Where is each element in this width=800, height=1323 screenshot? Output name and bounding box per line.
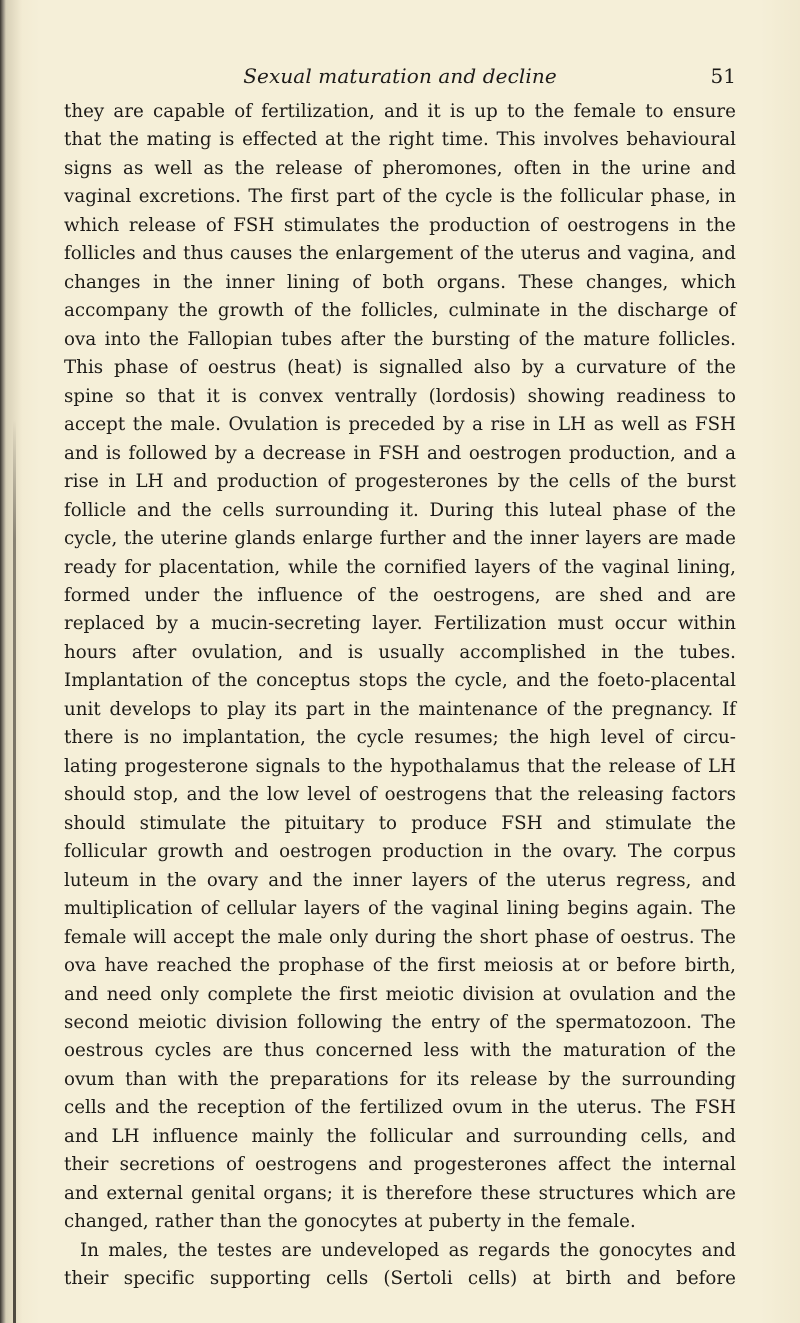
text-line: luteum in the ovary and the inner layers of the uterus regress, and (64, 869, 736, 891)
text-line: there is no implantation, the cycle resumes; the high level of circu- (64, 727, 736, 749)
text-line: cycle, the uterine glands enlarge further and the inner layers are made (64, 528, 736, 550)
text-line: accept the male. Ovulation is preceded by a rise in LH as well as FSH (64, 414, 736, 436)
text-line: vaginal excretions. The first part of the cycle is the follicular phase, in (64, 186, 736, 208)
book-binding-shadow (0, 0, 22, 1323)
text-line: rise in LH and production of progesterones by the cells of the burst (64, 471, 736, 493)
text-line: follicular growth and oestrogen production in the ovary. The corpus (64, 841, 736, 863)
page-number: 51 (710, 64, 736, 88)
text-line: should stop, and the low level of oestrogens that the releasing factors (64, 784, 736, 806)
text-line: and need only complete the first meiotic division at ovulation and the (64, 983, 736, 1005)
text-line: replaced by a mucin-secreting layer. Fertilization must occur within (64, 613, 736, 635)
text-line: follicle and the cells surrounding it. During this luteal phase of the (64, 499, 736, 521)
text-line: and LH influence mainly the follicular and surrounding cells, and (64, 1125, 736, 1147)
page-header (64, 60, 736, 92)
text-line: ovum than with the preparations for its release by the surrounding (64, 1068, 736, 1090)
text-line: cells and the reception of the fertilized ovum in the uterus. The FSH (64, 1097, 736, 1119)
text-line: female will accept the male only during the short phase of oestrus. The (64, 926, 736, 948)
text-line: hours after ovulation, and is usually accomplished in the tubes. (64, 641, 736, 663)
body-text (64, 98, 736, 1294)
text-line: oestrous cycles are thus concerned less with the maturation of the (64, 1040, 736, 1062)
text-line: and external genital organs; it is therefore these structures which are (64, 1182, 736, 1204)
text-line: signs as well as the release of pheromones, often in the urine and (64, 157, 736, 179)
text-line: second meiotic division following the entry of the spermatozoon. The (64, 1012, 736, 1033)
text-line: accompany the growth of the follicles, culminate in the discharge of (64, 300, 736, 322)
text-line: ova into the Fallopian tubes after the bursting of the mature follicles. (64, 328, 736, 350)
text-line: lating progesterone signals to the hypothalamus that the release of LH (64, 755, 736, 777)
text-line: follicles and thus causes the enlargement of the uterus and vagina, and (64, 243, 736, 265)
text-line: formed under the influence of the oestrogens, are shed and are (64, 584, 736, 606)
text-line: changes in the inner lining of both organs. These changes, which (64, 271, 736, 293)
text-line: ova have reached the prophase of the first meiosis at or before birth, (64, 955, 736, 977)
text-line: which release of FSH stimulates the production of oestrogens in the (64, 214, 736, 236)
text-line: multiplication of cellular layers of the vaginal lining begins again. The (64, 898, 736, 920)
running-head: Sexual maturation and decline (243, 64, 557, 88)
text-line: Implantation of the conceptus stops the cycle, and the foeto-placental (64, 670, 736, 692)
text-line: their specific supporting cells (Sertoli cells) at birth and before (64, 1268, 736, 1290)
text-line: that the mating is effected at the right time. This involves behavioural (64, 129, 736, 151)
book-gutter-edge (13, 420, 16, 1323)
text-line: their secretions of oestrogens and progesterones affect the internal (64, 1154, 736, 1176)
text-line: changed, rather than the gonocytes at puberty in the female. (64, 1211, 636, 1233)
text-line: ready for placentation, while the cornified layers of the vaginal lining, (64, 556, 736, 578)
text-line: This phase of oestrus (heat) is signalled also by a curvature of the (64, 357, 736, 379)
text-line: they are capable of fertilization, and it is up to the female to ensure (64, 101, 736, 122)
text-line: should stimulate the pituitary to produce FSH and stimulate the (64, 812, 736, 834)
text-line: In males, the testes are undeveloped as regards the gonocytes and (80, 1239, 736, 1261)
text-line: unit develops to play its part in the maintenance of the pregnancy. If (64, 698, 736, 720)
text-line: spine so that it is convex ventrally (lordosis) showing readiness to (64, 385, 736, 407)
text-line: and is followed by a decrease in FSH and oestrogen production, and a (64, 442, 736, 464)
